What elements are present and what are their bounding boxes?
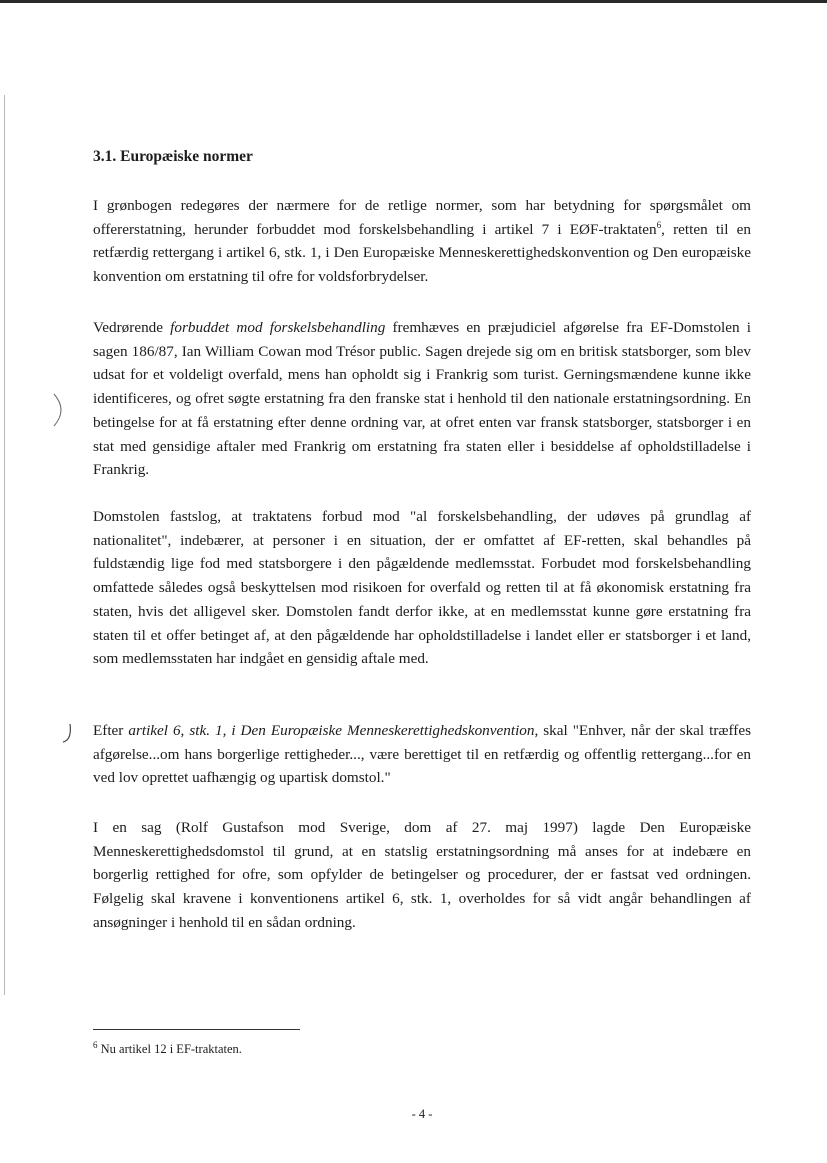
punch-hole-mark-icon [50, 390, 70, 430]
paragraph-gustafson-case: I en sag (Rolf Gustafson mod Sverige, dom af 27. maj 1997) lagde Den Europæiske Menneskerettighedsdomstol til grund, at en statslig erstatningsordning må anses for at indebære en borgerlig rettighed for ofre, som opfylder de betingelser og procedurer, der er fastsat ved ordningen. Følgelig skal kravene i konventionens artikel 6, stk. 1, overholdes for så vidt angår behandlingen af ansøgninger i henhold til en sådan ordning. [93, 819, 751, 931]
page-number: - 4 - [411, 1107, 433, 1121]
footnote: $^6$ Nu artikel 12 i EF-traktaten. [93, 1039, 242, 1056]
paragraph-cowan-case: Vedrørende forbuddet mod forskelsbehandling fremhæves en præjudiciel afgørelse fra EF-Domstolen i sagen 186/87, Ian William Cowan mod Trésor public. Sagen drejede sig om en britisk statsborger, som blev udsat for et voldeligt overfald, mens han opholdt sig i Frankrig som turist. Gerningsmændene kunne ikke identificeres, og ofret søgte erstatning fra den franske stat i henhold til den nationale erstatningsordning. En betingelse for at få erstatning efter denne ordning var, at ofret enten var fransk statsborger, statsborger i en stat med gensidige aftaler med Frankrig om erstatning fra staten eller i besiddelse af opholdstilladelse i Frankrig. [93, 319, 752, 479]
section-heading: 3.1. Europæiske normer [93, 148, 253, 165]
punch-hole-mark-icon [60, 722, 74, 746]
footnote-divider [93, 1029, 300, 1030]
top-scan-edge [0, 0, 827, 3]
paragraph-article-6: Efter artikel 6, stk. 1, i Den Europæiske Menneskerettighedskonvention, skal "Enhver, når der skal træffes afgørelse...om hans borgerlige rettigheder..., være berettiget til en retfærdig og offentlig rettergang...for en ved lov oprettet uafhængig og upartisk domstol." [93, 722, 752, 787]
paragraph-intro: I grønbogen redegøres der nærmere for de retlige normer, som har betydning for spørgsmålet om offererstatning, herunder forbuddet mod forskelsbehandling i artikel 7 i EØF-traktaten$^6$, retten til en retfærdig rettergang i artikel 6, stk. 1, i Den Europæiske Menneskerettighedskonvention og Den europæiske konvention om erstatning til ofre for voldsforbrydelser. [93, 197, 751, 286]
footnote-reference: 6 [656, 219, 662, 230]
left-scan-edge [4, 95, 5, 995]
paragraph-court-ruling: Domstolen fastslog, at traktatens forbud mod "al forskelsbehandling, der udøves på grundlag af nationalitet", indebærer, at personer i en situation, der er omfattet af EF-retten, skal behandles på fuldstændig lige fod med statsborgere i den pågældende medlemsstat. Forbudet mod forskelsbehandling omfattede således også beskyttelsen mod risikoen for overfald og retten til at få økonomisk erstatning fra staten, hvis det alligevel sker. Domstolen fandt derfor ikke, at en medlemsstat kunne gøre erstatning fra staten til et offer betinget af, at den pågældende har opholdstilladelse i landet eller er statsborger i et land, som medlemsstaten har indgået en gensidig aftale med. [93, 508, 751, 668]
